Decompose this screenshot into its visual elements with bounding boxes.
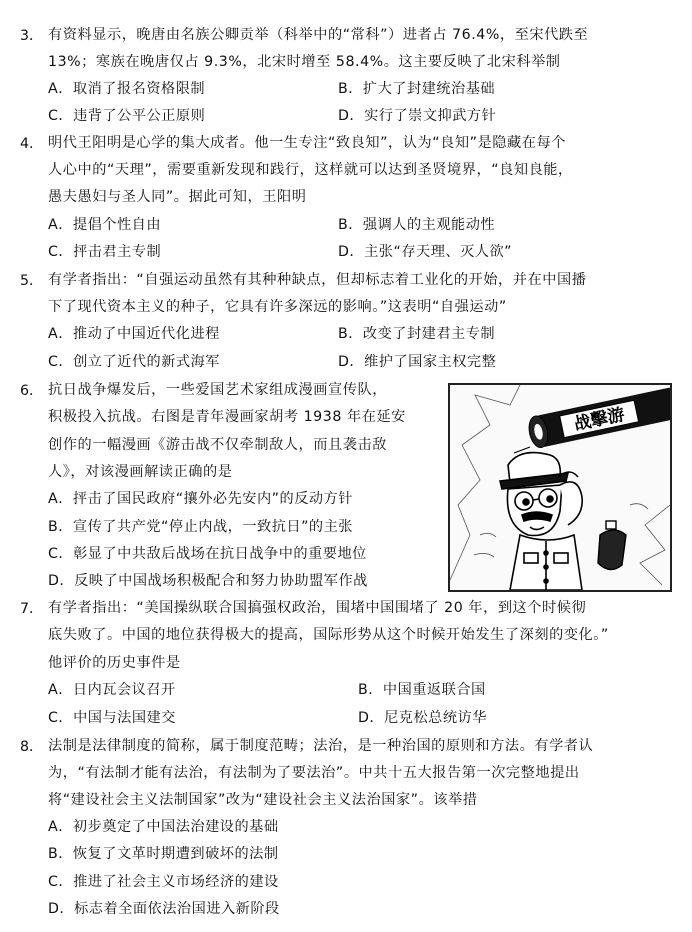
question-stem-line: 有学者指出：“自强运动虽然有其种种缺点，但却标志着工业化的开始，并在中国播 xyxy=(48,272,587,288)
question-stem-line: 底失败了。中国的地位获得极大的提高，国际形势从这个时候开始发生了深刻的变化。” xyxy=(48,627,609,643)
question-stem-line: 13%；寒族在晚唐仅占 9.3%，北宋时增至 58.4%。这主要反映了北宋科举制 xyxy=(48,54,561,70)
question-number: 4． xyxy=(20,136,44,152)
option-c: C．创立了近代的新式海军 xyxy=(48,354,220,370)
question-number: 6． xyxy=(20,383,44,399)
question-stem-line: 有学者指出：“美国操纵联合国搞强权政治，围堵中国围堵了 20 年，到这个时候彻 xyxy=(48,600,587,616)
option-d: D．标志着全面依法治国进入新阶段 xyxy=(48,901,280,917)
question-stem-line: 人心中的“天理”，需要重新发现和践行，这样就可以达到圣贤境界，“良知良能， xyxy=(48,162,573,178)
cartoon-illustration xyxy=(450,385,670,590)
option-c: C．中国与法国建交 xyxy=(48,710,176,726)
question-stem-line: 愚夫愚妇与圣人同”。据此可知，王阳明 xyxy=(48,189,307,205)
option-b: B．改变了封建君主专制 xyxy=(338,326,496,342)
question-number: 7． xyxy=(20,601,44,617)
option-c: C．彰显了中共敌后战场在抗日战争中的重要地位 xyxy=(48,546,367,562)
question-stem-line: 下了现代资本主义的种子，它具有许多深远的影响。”这表明“自强运动” xyxy=(48,299,507,315)
option-c: C．抨击君主专制 xyxy=(48,244,162,260)
question-stem-line: 有资料显示，晚唐由名族公卿贡举（科举中的“常科”）进者占 76.4%，至宋代跌至 xyxy=(48,27,589,43)
question-stem-line: 法制是法律制度的简称，属于制度范畴；法治，是一种治国的原则和方法。有学者认 xyxy=(48,738,594,754)
option-a: A．推动了中国近代化进程 xyxy=(48,326,220,342)
question-stem-line: 创作的一幅漫画《游击战不仅牵制敌人，而且袭击敌 xyxy=(48,437,387,453)
question-stem-line: 明代王阳明是心学的集大成者。他一生专注“致良知”，认为“良知”是隐藏在每个 xyxy=(48,135,566,151)
option-a: A．取消了报名资格限制 xyxy=(48,81,206,97)
option-d: D．主张“存天理、灭人欲” xyxy=(338,244,513,260)
option-b: B．强调人的主观能动性 xyxy=(338,217,496,233)
cartoon-caption: 战擊游 xyxy=(572,404,627,435)
option-a: A．日内瓦会议召开 xyxy=(48,682,176,698)
guerrilla-war-cartoon xyxy=(448,383,672,592)
option-c: C．推进了社会主义市场经济的建设 xyxy=(48,874,279,890)
option-d: D．尼克松总统访华 xyxy=(358,710,487,726)
question-stem-line: 积极投入抗战。右图是青年漫画家胡考 1938 年在延安 xyxy=(48,409,406,425)
question-number: 5． xyxy=(20,273,44,289)
question-number: 8． xyxy=(20,739,44,755)
option-a: A．提倡个性自由 xyxy=(48,217,162,233)
question-stem-line: 抗日战争爆发后，一些爱国艺术家组成漫画宣传队， xyxy=(48,382,387,398)
option-b: B．中国重返联合国 xyxy=(358,682,486,698)
question-stem-line: 他评价的历史事件是 xyxy=(48,655,181,671)
question-stem-line: 人》，对该漫画解读正确的是 xyxy=(48,464,233,480)
question-stem-line: 为，“有法制才能有法治，有法制为了要法治”。中共十五大报告第一次完整地提出 xyxy=(48,765,580,781)
question-number: 3． xyxy=(20,28,44,44)
option-b: B．宣传了共产党“停止内战，一致抗日”的主张 xyxy=(48,519,353,535)
option-d: D．反映了中国战场积极配合和努力协助盟军作战 xyxy=(48,573,368,589)
question-stem-line: 将“建设社会主义法制国家”改为“建设社会主义法治国家”。该举措 xyxy=(48,792,478,808)
option-a: A．初步奠定了中国法治建设的基础 xyxy=(48,819,279,835)
option-a: A．抨击了国民政府“攘外必先安内”的反动方针 xyxy=(48,491,353,507)
option-c: C．违背了公平公正原则 xyxy=(48,108,206,124)
option-b: B．扩大了封建统治基础 xyxy=(338,81,496,97)
option-d: D．实行了崇文抑武方针 xyxy=(338,108,497,124)
option-d: D．维护了国家主权完整 xyxy=(338,354,497,370)
option-b: B．恢复了文革时期遭到破坏的法制 xyxy=(48,846,279,862)
